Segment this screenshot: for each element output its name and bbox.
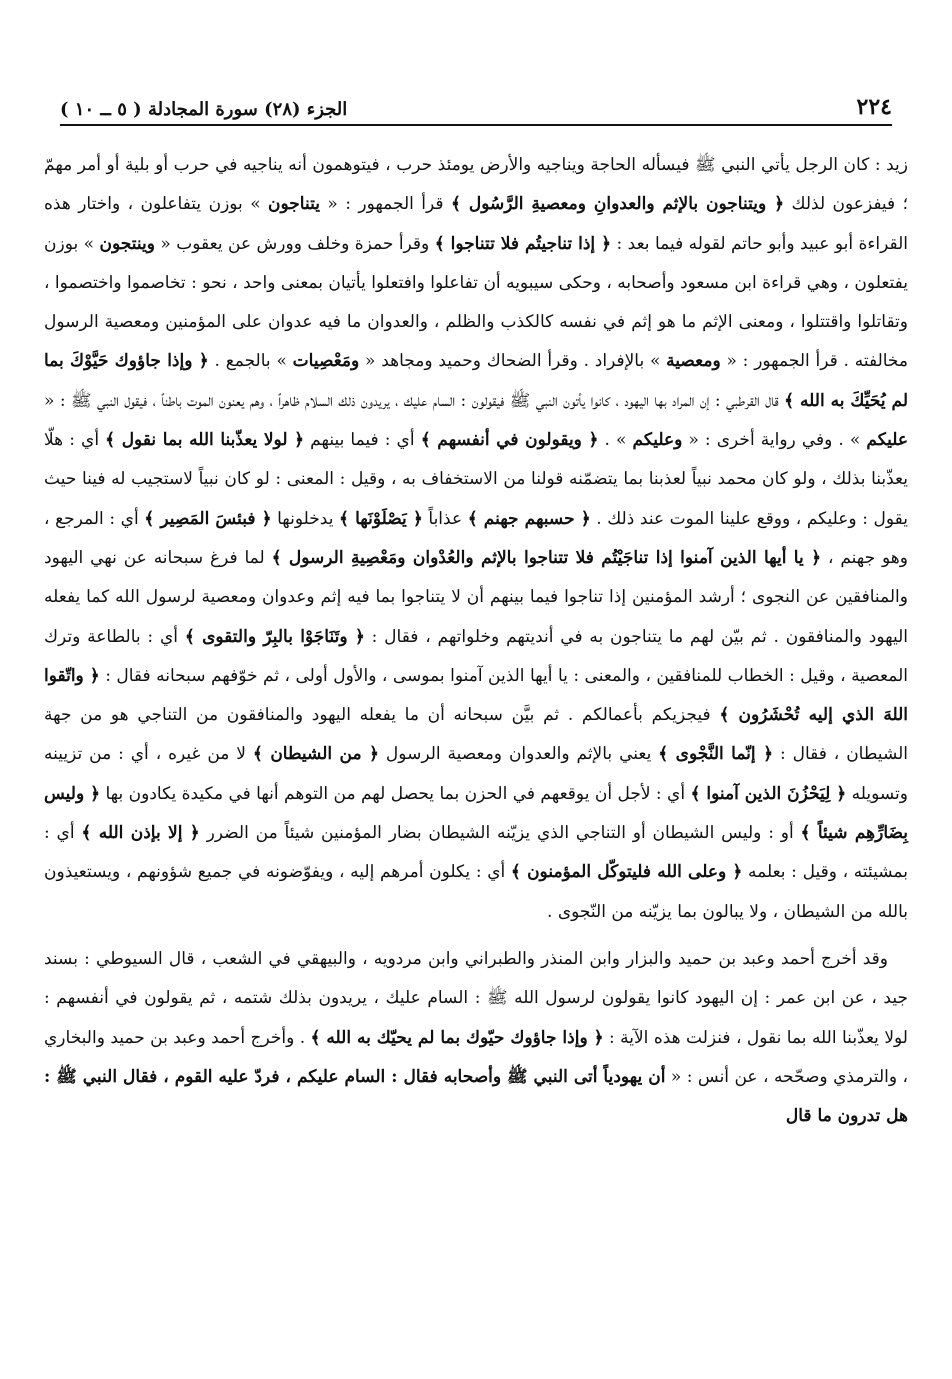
text-segment: . وأخرج أحمد وعبد بن حميد والبخاري ، والترمذي وصحّحه ، عن أنس : « (44, 1027, 908, 1087)
text-segment: أو : وليس الشيطان أو التناجي الذي يزيّنه الشيطان بضار المؤمنين شيئاً من الضرر (199, 823, 801, 844)
quoted-text-segment: ﴿ يَصْلَوْنَها ﴾ (339, 508, 423, 529)
text-segment: أي : فيما بينهم (304, 430, 421, 451)
quoted-text-segment: ﴿ ويتناجون بالإثم والعدوانِ ومعصيةِ الرَّسُول ﴾ (450, 194, 785, 215)
quoted-text-segment: ومعصية (666, 351, 721, 372)
text-segment: عذاباً (422, 508, 468, 529)
text-segment: وقرأ حمزة وخلف وورش عن يعقوب « (154, 233, 435, 254)
quoted-text-segment: ﴿ يا أيها الذين آمنوا إذا تناجَيْتُم فلا تتناجوا بالإثم والعُدْوان ومَعْصِيةِ الرسول ﴾ (271, 547, 822, 568)
quoted-text-segment: أن يهودياً أتى النبي ﷺ وأصحابه فقال : السام عليكم ، فردّ عليه القوم ، فقال النبي ﷺ : هل تدرون ما قال (44, 1066, 908, 1127)
text-segment: أي : المرجع ، وهو جهنم ، (44, 508, 908, 568)
text-segment: » . (598, 430, 633, 451)
quoted-text-segment: يتناجون (268, 194, 320, 215)
quoted-text-segment: ﴿ لولا يعذّبنا الله بما نقول ﴾ (105, 430, 305, 451)
hadith-paragraph (44, 940, 908, 1136)
quoted-text-segment: ﴿ وعلى الله فليتوكّل المؤمنون ﴾ (510, 862, 743, 883)
quoted-text-segment: ﴿ من الشيطان ﴾ (252, 744, 380, 765)
quoted-text-segment: ﴿ فبئسَ المَصِير ﴾ (144, 508, 272, 529)
quoted-text-segment: ﴿ إلا بإذن الله ﴾ (81, 823, 200, 844)
text-segment: أي : لأجل أن يوقعهم في الحزن بما يحصل لهم من التوهم أنها في مكيدة يكادون بها (100, 783, 691, 804)
text-segment: » بالجمع . (208, 351, 293, 372)
text-segment: » بوزن يفتعلون ، وهي قراءة ابن مسعود وأصحابه ، وحكى سيبويه أن تفاعلوا وافتعلوا يأتيان بمعنى واحد ، نحو : تخاصموا واختصموا ، وتقاتلوا واقتتلوا ، ومعنى الإثم ما هو إثم في نفسه كالكذب والظلم ، والعدوان ما فيه عدوان على المؤمنين ومعصية الرسول مخالفته . قرأ الجمهور : « (44, 233, 909, 372)
text-segment: لما فرغ سبحانه عن نهي اليهود والمنافقين عن النجوى ؛ أرشد المؤمنين إذا تناجوا فيما بينهم أن لا يتناجوا بما فيه إثم وعدوان ومعصية لرسول الله كما يفعله اليهود والمنافقون . ثم بيّن لهم ما يتناجون به في أنديتهم وخلواتهم ، فقال : (44, 547, 908, 647)
quoted-text-segment: ﴿ وإذا جاؤوك حيّوك بما لم يحيّك به الله ﴾ (310, 1027, 604, 1048)
quoted-text-segment: ﴿ وتَنَاجَوْا بالبِرّ والتقوى ﴾ (184, 626, 365, 647)
text-segment: أي : هلّا يعذّبنا بذلك ، ولو كان محمد نبياً لعذبنا بما يتضمّنه قولنا من الاستخفاف به ، وقيل : المعنى : لو كان نبياً لاستجيب له فينا حيث يقول : وعليكم ، ووقع علينا الموت عند ذلك . (44, 430, 909, 529)
text-segment: لا من غيره ، أي : من تزيينه وتسويله (44, 744, 908, 804)
text-segment: زيد : كان الرجل يأتي النبي ﷺ فيسأله الحاجة ويناجيه والأرض يومئذ حرب ، فيتوهمون أنه يناجيه في حرب أو بلية أو أمر مهمّ ؛ فيفزعون لذلك (44, 155, 908, 215)
quoted-text-segment: ﴿ ويقولون في أنفسهم ﴾ (420, 430, 599, 451)
page-body (44, 146, 908, 1136)
text-segment: فيجزيكم بأعمالكم . ثم بيَّن سبحانه أن ما يفعله اليهود والمنافقون من التناجي هو من جهة الشيطان ، فقال : (44, 705, 909, 765)
quoted-text-segment: عليكم (866, 430, 909, 451)
text-segment: أي : بمشيئته ، وقيل : بعلمه (44, 823, 908, 883)
text-segment: أي : بالطاعة وترك المعصية ، وقيل : الخطاب للمنافقين ، والمعنى : يا أيها الذين آمنوا بموسى ، والأول أولى ، ثم خوّفهم سبحانه فقال : (44, 626, 908, 686)
text-segment: » بالإفراد . وقرأ الضحاك وحميد ومجاهد « (359, 351, 667, 372)
running-head: الجزء (٢٨) سورة المجادلة ( ٥ ــ ١٠ ) (60, 99, 348, 120)
text-segment: قرأ الجمهور : « (319, 194, 451, 215)
quoted-text-segment: ﴿ واتّقوا اللهَ الذي إليه تُحْشَرُون ﴾ (44, 665, 908, 726)
text-segment: وقد أخرج أحمد وعبد بن حميد والبزار وابن المنذر والطبراني وابن مردويه ، والبيهقي في الشعب ، قال السيوطي : بسند جيد ، عن ابن عمر : إن اليهود كانوا يقولون لرسول الله ﷺ : السام عليك ، يريدون بذلك شتمه ، ثم يقولون في أنفسهم : لولا يعذّبنا الله بما نقول ، فنزلت هذه الآية : (44, 948, 908, 1048)
text-segment: يدخلونها (271, 508, 340, 529)
quoted-text-segment: ﴿ حسبهم جهنم ﴾ (467, 508, 591, 529)
quoted-text-segment: ﴿ لِيَحْزُنَ الذين آمنوا ﴾ (690, 783, 847, 804)
quoted-text-segment: ومَعْصِيات (292, 351, 360, 372)
text-segment: » بوزن يتفاعلون ، واختار هذه القراءة أبو عبيد وأبو حاتم لقوله فيما بعد : (44, 194, 909, 254)
quoted-text-segment: وعليكم (632, 430, 683, 451)
page-number: ٢٢٤ (856, 94, 892, 120)
quoted-text-segment: ﴿ إنّما النَّجْوى ﴾ (658, 744, 774, 765)
text-segment: يعني بالإثم والعدوان ومعصية الرسول (379, 744, 659, 765)
quoted-text-segment: ﴿ وإذا جاؤوك حَيَّوْكَ بما لم يُحَيِّكَ به الله ﴾ (44, 351, 909, 411)
text-segment: أي : يكلون أمرهم إليه ، ويفوّضونه في جميع شؤونهم ، ويستعيذون بالله من الشيطان ، ولا يبالون بما يزيّنه من النّجوى . (44, 862, 908, 922)
text-segment: قال القرطبي : إن المراد بها اليهود ، كانوا يأتون النبي ﷺ فيقولون : السام عليك ، يريدون ذلك السلام ظاهراً ، وهم يعنون الموت باطناً ، فيقول النبي ﷺ : « (44, 390, 785, 411)
text-segment: » . وفي رواية أخرى : « (682, 430, 867, 451)
quoted-text-segment: وينتجون (99, 233, 155, 254)
page-header (60, 80, 892, 126)
commentary-paragraph (44, 146, 908, 932)
quoted-text-segment: ﴿ إذا تناجيتُم فلا تتناجوا ﴾ (434, 233, 612, 254)
quoted-text-segment: ﴿ وليس بِضَارِّهِم شيئاً ﴾ (44, 783, 908, 844)
